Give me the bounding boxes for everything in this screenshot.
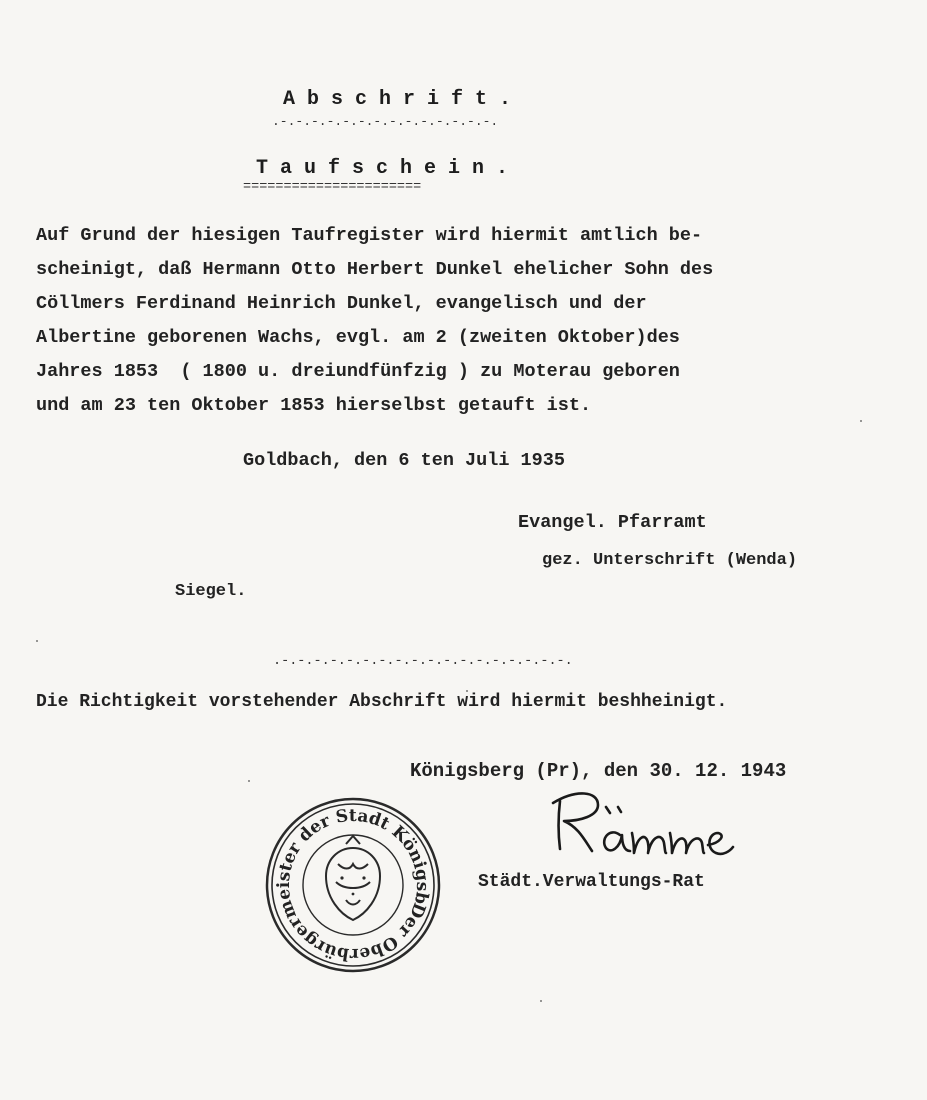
scan-speck <box>540 1000 542 1002</box>
scan-speck <box>466 690 468 692</box>
abschrift-heading: A b s c h r i f t . <box>283 88 512 111</box>
seal-note: Siegel. <box>175 582 247 601</box>
body-line-4: Albertine geborenen Wachs, evgl. am 2 (zweiten Oktober)des <box>36 327 680 348</box>
svg-text:Der Oberbürgermeister der Stad: Der Oberbürgermeister der Stadt Königsberg <box>273 805 433 965</box>
signature-mark <box>548 783 738 863</box>
signer-title: Städt.Verwaltungs-Rat <box>478 872 705 892</box>
body-line-1: Auf Grund der hiesigen Taufregister wird hiermit amtlich be- <box>36 225 703 246</box>
taufschein-heading: T a u f s c h e i n . <box>256 157 509 180</box>
body-line-5: Jahres 1853 ( 1800 u. dreiundfünfzig ) zu Moterau geboren <box>36 361 680 382</box>
scan-speck <box>860 420 862 422</box>
official-stamp-icon <box>258 790 448 980</box>
signed-by: gez. Unterschrift (Wenda) <box>542 551 798 570</box>
scan-speck <box>248 780 250 782</box>
city-date: Königsberg (Pr), den 30. 12. 1943 <box>410 760 787 782</box>
body-line-3: Cöllmers Ferdinand Heinrich Dunkel, evangelisch und der <box>36 293 647 314</box>
office-name: Evangel. Pfarramt <box>518 512 707 533</box>
taufschein-underline: ====================== <box>243 180 422 195</box>
certification-statement: Die Richtigkeit vorstehender Abschrift wird hiermit beshheinigt. <box>36 692 728 712</box>
scan-speck <box>36 640 38 642</box>
body-line-2: scheinigt, daß Hermann Otto Herbert Dunkel ehelicher Sohn des <box>36 259 714 280</box>
place-date: Goldbach, den 6 ten Juli 1935 <box>243 450 565 471</box>
abschrift-underline: .-.-.-.-.-.-.-.-.-.-.-.-.-.-. <box>272 114 499 129</box>
separator-rule: .-.-.-.-.-.-.-.-.-.-.-.-.-.-.-.-.-.-. <box>273 654 573 669</box>
body-line-6: und am 23 ten Oktober 1853 hierselbst getauft ist. <box>36 395 592 416</box>
